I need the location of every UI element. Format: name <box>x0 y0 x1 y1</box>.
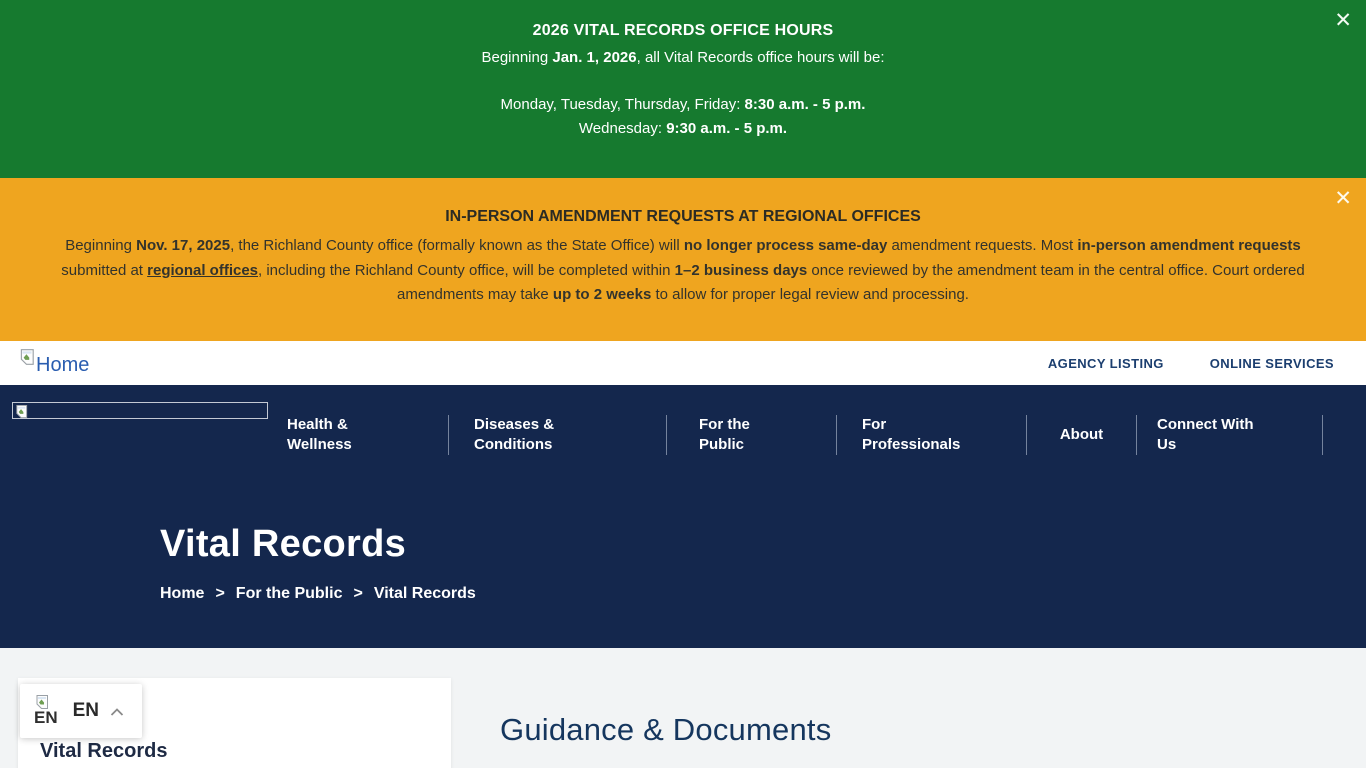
text-segment: 8:30 a.m. - 5 p.m. <box>744 96 866 113</box>
utility-links <box>1048 356 1334 371</box>
text-segment: 9:30 a.m. - 5 p.m. <box>666 120 788 137</box>
section-heading: Guidance & Documents <box>500 712 832 747</box>
chevron-up-icon <box>110 708 124 717</box>
breadcrumb-current: Vital Records <box>373 585 476 602</box>
close-icon[interactable]: ✕ <box>1334 187 1352 210</box>
amendment-banner-body <box>40 234 1326 308</box>
nav-item-for-the-public[interactable] <box>667 415 837 455</box>
regional-offices-link[interactable]: regional offices <box>147 261 259 279</box>
nav-label: Public <box>699 436 745 453</box>
nav-label: Professionals <box>862 436 961 453</box>
text-segment: to allow for proper legal review and processing. <box>651 286 969 303</box>
nav-label: Conditions <box>474 436 553 453</box>
nav-label: Us <box>1157 436 1177 453</box>
text-segment: Jan. 1, 2026 <box>552 49 637 66</box>
page-title: Vital Records <box>160 523 407 565</box>
nav-label: For <box>862 416 887 433</box>
breadcrumb-home[interactable]: Home <box>160 585 205 602</box>
nav-item-diseases-conditions[interactable] <box>449 415 667 455</box>
text-segment: 1–2 business days <box>674 261 808 279</box>
office-hours-banner <box>0 0 1366 178</box>
text-segment: in-person amendment requests <box>1077 237 1301 254</box>
main-content <box>500 712 831 748</box>
text-segment: Monday, Tuesday, Thursday, Friday: <box>500 96 745 113</box>
hero <box>0 455 1366 603</box>
broken-language-image <box>34 694 58 728</box>
text-segment: Beginning <box>481 49 553 66</box>
language-selector[interactable] <box>20 684 142 738</box>
utility-bar <box>0 341 1366 385</box>
amendment-banner <box>0 178 1366 341</box>
online-services-link[interactable]: ONLINE SERVICES <box>1209 355 1334 371</box>
text-segment: , including the Richland County office, will be completed within <box>258 261 675 279</box>
text-segment: amendment requests. Most <box>887 237 1078 254</box>
text-segment: up to 2 weeks <box>552 286 652 303</box>
broken-image-icon <box>18 348 36 366</box>
site-header <box>0 385 1366 648</box>
nav-label: Wellness <box>287 436 352 453</box>
text-segment: submitted at <box>61 261 148 279</box>
office-hours-weekdays <box>0 93 1366 117</box>
language-label: EN <box>72 700 100 721</box>
text-segment: no longer process same-day <box>683 237 888 254</box>
main-nav <box>282 415 1323 455</box>
office-hours-title: 2026 VITAL RECORDS OFFICE HOURS <box>532 22 834 39</box>
nav-label: Health & <box>287 416 348 433</box>
agency-listing-link[interactable]: AGENCY LISTING <box>1047 355 1164 371</box>
home-link[interactable] <box>18 351 89 375</box>
language-image-alt: EN <box>34 708 58 727</box>
amendment-banner-title: IN-PERSON AMENDMENT REQUESTS AT REGIONAL OFFICES <box>445 208 921 225</box>
office-hours-wednesday <box>0 117 1366 141</box>
nav-label: For the <box>699 416 750 433</box>
content-area <box>0 648 1366 768</box>
site-logo[interactable] <box>12 402 268 419</box>
text-segment: , the Richland County office (formally known as the State Office) will <box>230 237 684 254</box>
sidebar-title: Vital Records <box>40 740 168 762</box>
nav-label: About <box>1059 426 1104 443</box>
nav-item-health-wellness[interactable] <box>282 415 449 455</box>
breadcrumb-separator: > <box>215 585 225 602</box>
home-link-label: Home <box>36 354 90 376</box>
breadcrumb-for-the-public[interactable]: For the Public <box>235 585 343 602</box>
broken-image-icon <box>14 404 29 419</box>
nav-label: Connect With <box>1157 416 1254 433</box>
breadcrumb-separator: > <box>353 585 363 602</box>
nav-item-connect-with-us[interactable] <box>1137 415 1323 455</box>
text-segment: , all Vital Records office hours will be: <box>636 49 885 66</box>
text-segment: Nov. 17, 2025 <box>136 237 231 254</box>
nav-item-for-professionals[interactable] <box>837 415 1027 455</box>
nav-item-about[interactable] <box>1027 415 1137 455</box>
breadcrumb <box>160 585 1366 603</box>
text-segment: Beginning <box>65 237 137 254</box>
sidebar-panel <box>18 678 451 768</box>
nav-label: Diseases & <box>474 416 555 433</box>
office-hours-intro <box>0 49 1366 66</box>
text-segment: once reviewed by the amendment team in the central office. Court ordered amendments may take <box>397 261 1305 303</box>
text-segment: Wednesday: <box>578 120 667 137</box>
close-icon[interactable]: ✕ <box>1334 9 1352 32</box>
